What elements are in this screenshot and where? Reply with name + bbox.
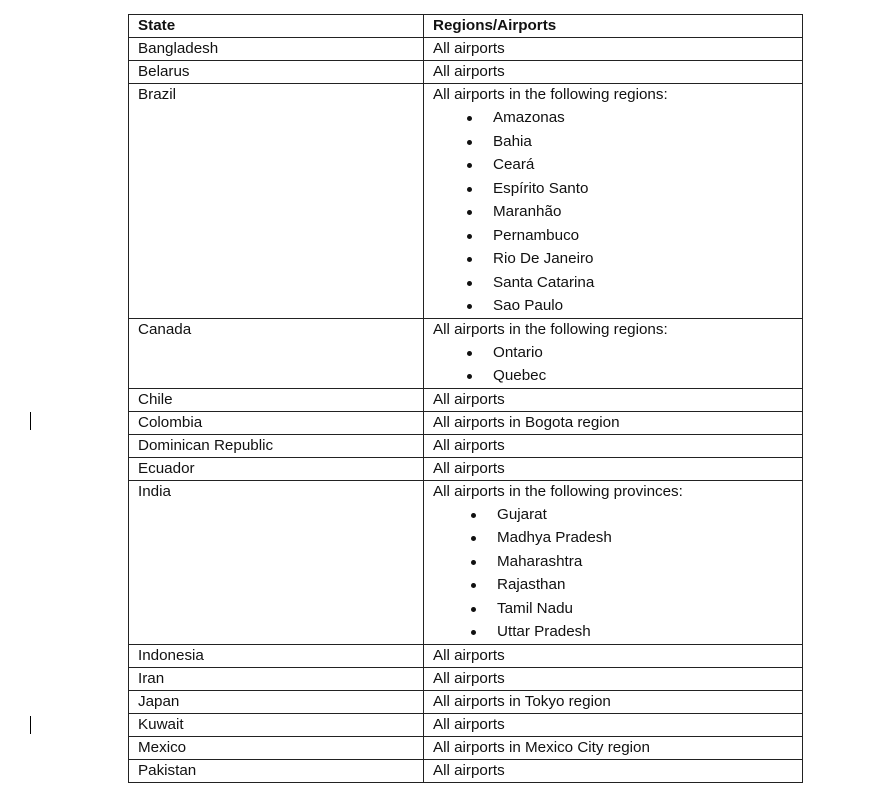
change-bar-marker [30, 412, 31, 430]
regions-cell [424, 434, 803, 457]
table-row [129, 690, 803, 713]
region-list-item: Espírito Santo [465, 177, 802, 201]
regions-cell [424, 61, 803, 84]
regions-cell [424, 38, 803, 61]
regions-text: All airports in Mexico City region [433, 738, 650, 756]
region-list-item: Quebec [465, 364, 802, 388]
table-row [129, 318, 803, 388]
region-list [433, 503, 802, 644]
state-cell: Mexico [129, 736, 424, 759]
state-cell: Canada [129, 318, 424, 388]
region-list-item: Amazonas [465, 106, 802, 130]
table-row [129, 644, 803, 667]
regions-cell [424, 644, 803, 667]
state-cell: Indonesia [129, 644, 424, 667]
table-row [129, 759, 803, 782]
region-list-item: Bahia [465, 130, 802, 154]
state-cell: Japan [129, 690, 424, 713]
table-row [129, 713, 803, 736]
airports-table [128, 14, 803, 783]
region-list-item: Tamil Nadu [469, 597, 802, 621]
regions-text: All airports [433, 63, 505, 80]
state-cell: Ecuador [129, 457, 424, 480]
regions-text: All airports [433, 761, 505, 779]
change-bar-marker [30, 716, 31, 734]
header-regions: Regions/Airports [424, 15, 803, 38]
regions-text: All airports [433, 459, 505, 477]
regions-text: All airports in Bogota region [433, 413, 620, 431]
table-row [129, 434, 803, 457]
region-list-item: Pernambuco [465, 224, 802, 248]
regions-cell [424, 713, 803, 736]
table-header-row [129, 15, 803, 38]
state-cell: India [129, 480, 424, 644]
regions-text: All airports [433, 40, 505, 57]
region-list-item: Ontario [465, 341, 802, 365]
table-row [129, 61, 803, 84]
region-list-item: Ceará [465, 153, 802, 177]
region-list-item: Maranhão [465, 200, 802, 224]
regions-cell [424, 457, 803, 480]
region-list-item: Maharashtra [469, 550, 802, 574]
regions-cell [424, 759, 803, 782]
table-body [129, 38, 803, 783]
region-list-item: Uttar Pradesh [469, 620, 802, 644]
table-row [129, 411, 803, 434]
regions-text: All airports [433, 715, 505, 733]
regions-text: All airports in the following provinces: [433, 482, 683, 500]
region-list-item: Madhya Pradesh [469, 526, 802, 550]
state-cell: Kuwait [129, 713, 424, 736]
region-list-item: Gujarat [469, 503, 802, 527]
table-row [129, 667, 803, 690]
regions-cell [424, 690, 803, 713]
state-cell: Chile [129, 388, 424, 411]
state-cell: Bangladesh [129, 38, 424, 61]
regions-cell [424, 318, 803, 388]
regions-text: All airports in the following regions: [433, 86, 668, 103]
table-row [129, 38, 803, 61]
state-cell: Colombia [129, 411, 424, 434]
regions-cell [424, 411, 803, 434]
state-cell: Iran [129, 667, 424, 690]
table-row [129, 480, 803, 644]
regions-cell [424, 480, 803, 644]
regions-text: All airports [433, 436, 505, 454]
regions-cell [424, 388, 803, 411]
table-row [129, 84, 803, 319]
regions-text: All airports [433, 646, 505, 664]
regions-text: All airports [433, 669, 505, 687]
regions-cell [424, 736, 803, 759]
regions-text: All airports [433, 390, 505, 408]
regions-text: All airports in the following regions: [433, 320, 668, 338]
table-row [129, 457, 803, 480]
state-cell: Brazil [129, 84, 424, 319]
state-cell: Dominican Republic [129, 434, 424, 457]
state-cell: Pakistan [129, 759, 424, 782]
region-list [433, 341, 802, 388]
regions-cell [424, 84, 803, 319]
regions-cell [424, 667, 803, 690]
state-cell: Belarus [129, 61, 424, 84]
regions-text: All airports in Tokyo region [433, 692, 611, 710]
region-list-item: Rajasthan [469, 573, 802, 597]
region-list-item: Santa Catarina [465, 271, 802, 295]
region-list [433, 106, 802, 318]
table-row [129, 388, 803, 411]
region-list-item: Sao Paulo [465, 294, 802, 318]
header-state: State [129, 15, 424, 38]
region-list-item: Rio De Janeiro [465, 247, 802, 271]
table-row [129, 736, 803, 759]
